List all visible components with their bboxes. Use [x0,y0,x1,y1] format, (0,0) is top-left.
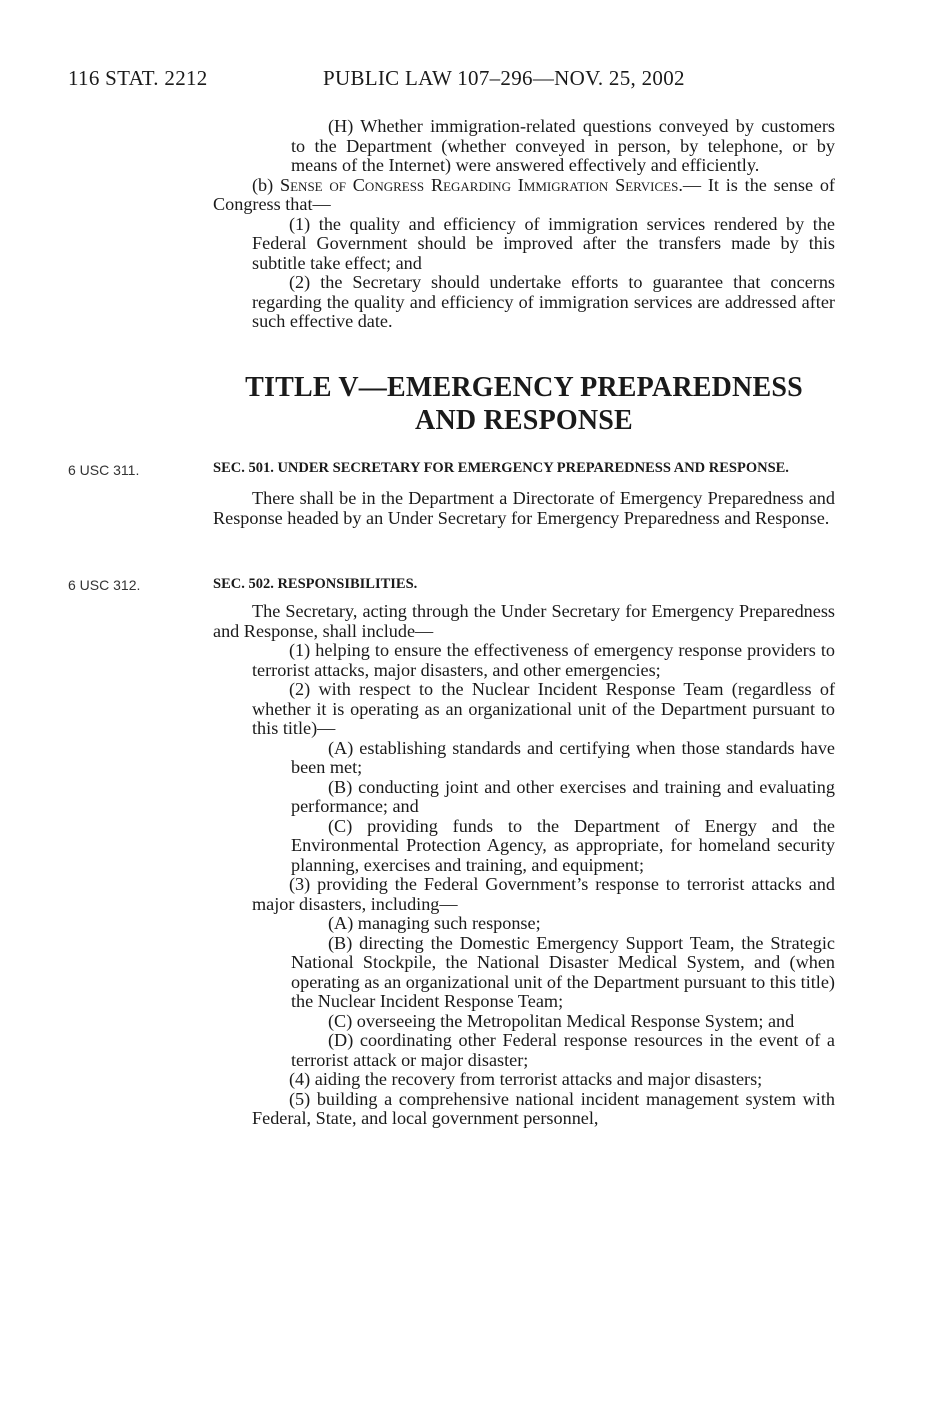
subsection-b [213,176,835,215]
paragraph-1: (1) the quality and efficiency of immigration services rendered by the Federal Government should be improved after the transfers made by this subtitle take effect; and [252,213,835,273]
section-502-heading: SEC. 502. RESPONSIBILITIES. [213,576,418,592]
title-heading [213,371,835,437]
item-2-b: (B) conducting joint and other exercises and training and evaluating performance; and [291,776,835,816]
margin-note-sec-502: 6 USC 312. [68,577,141,593]
item-5: (5) building a comprehensive national incident management system with Federal, State, and local government personnel, [252,1088,835,1128]
item-2: (2) with respect to the Nuclear Incident Response Team (regardless of whether it is operating as an organizational unit of the Department pursuant to this title)— [252,679,835,738]
item-2-a: (A) establishing standards and certifying when those standards have been met; [291,737,835,777]
item-3-a: (A) managing such response; [328,913,541,933]
title-line-2: AND RESPONSE [415,405,633,436]
item-4: (4) aiding the recovery from terrorist attacks and major disasters; [289,1069,763,1089]
section-501 [213,459,835,528]
public-law-citation: PUBLIC LAW 107–296—NOV. 25, 2002 [323,66,685,90]
subsection-b-label: (b) [252,174,280,195]
section-502-intro: The Secretary, acting through the Under Secretary for Emergency Preparedness and Response, shall include— [213,601,835,641]
statute-page-number: 116 STAT. 2212 [68,66,208,90]
running-head [68,66,858,96]
title-line-1: TITLE V—EMERGENCY PREPAREDNESS [245,372,803,403]
section-501-text: There shall be in the Department a Directorate of Emergency Preparedness and Response headed by an Under Secretary for Emergency Preparedness and Response. [213,488,835,528]
subsection-b-text: — It is the sense of Congress that— [213,174,835,214]
item-2-c: (C) providing funds to the Department of Energy and the Environmental Protection Agency, as appropriate, for homeland security planning, exercises and training, and equipment; [291,815,835,875]
item-3-d: (D) coordinating other Federal response resources in the event of a terrorist attack or major disaster; [291,1030,835,1070]
margin-note-sec-501: 6 USC 311. [68,462,140,478]
paragraph-h: (H) Whether immigration-related questions conveyed by customers to the Department (whether conveyed in person, by telephone, or by means of the Internet) were answered effectively and efficiently. [291,116,835,175]
item-1: (1) helping to ensure the effectiveness of emergency response providers to terrorist attacks, major disasters, and other emergencies; [252,640,835,680]
section-501-heading: SEC. 501. UNDER SECRETARY FOR EMERGENCY PREPAREDNESS AND RESPONSE. [213,460,789,476]
section-502 [213,575,835,1129]
item-3: (3) providing the Federal Government’s response to terrorist attacks and major disasters, including— [252,874,835,914]
item-3-b: (B) directing the Domestic Emergency Support Team, the Strategic National Stockpile, the National Disaster Medical System, and (when operating as an organizational unit of the Department pursuant to this title) the Nuclear Incident Response Team; [291,932,835,1011]
item-3-c: (C) overseeing the Metropolitan Medical Response System; and [328,1010,795,1031]
paragraph-2: (2) the Secretary should undertake efforts to guarantee that concerns regarding the quality and efficiency of immigration services are addressed after such effective date. [252,272,835,331]
continued-section [213,117,835,332]
subsection-b-heading: Sense of Congress Regarding Immigration Services. [280,174,683,195]
